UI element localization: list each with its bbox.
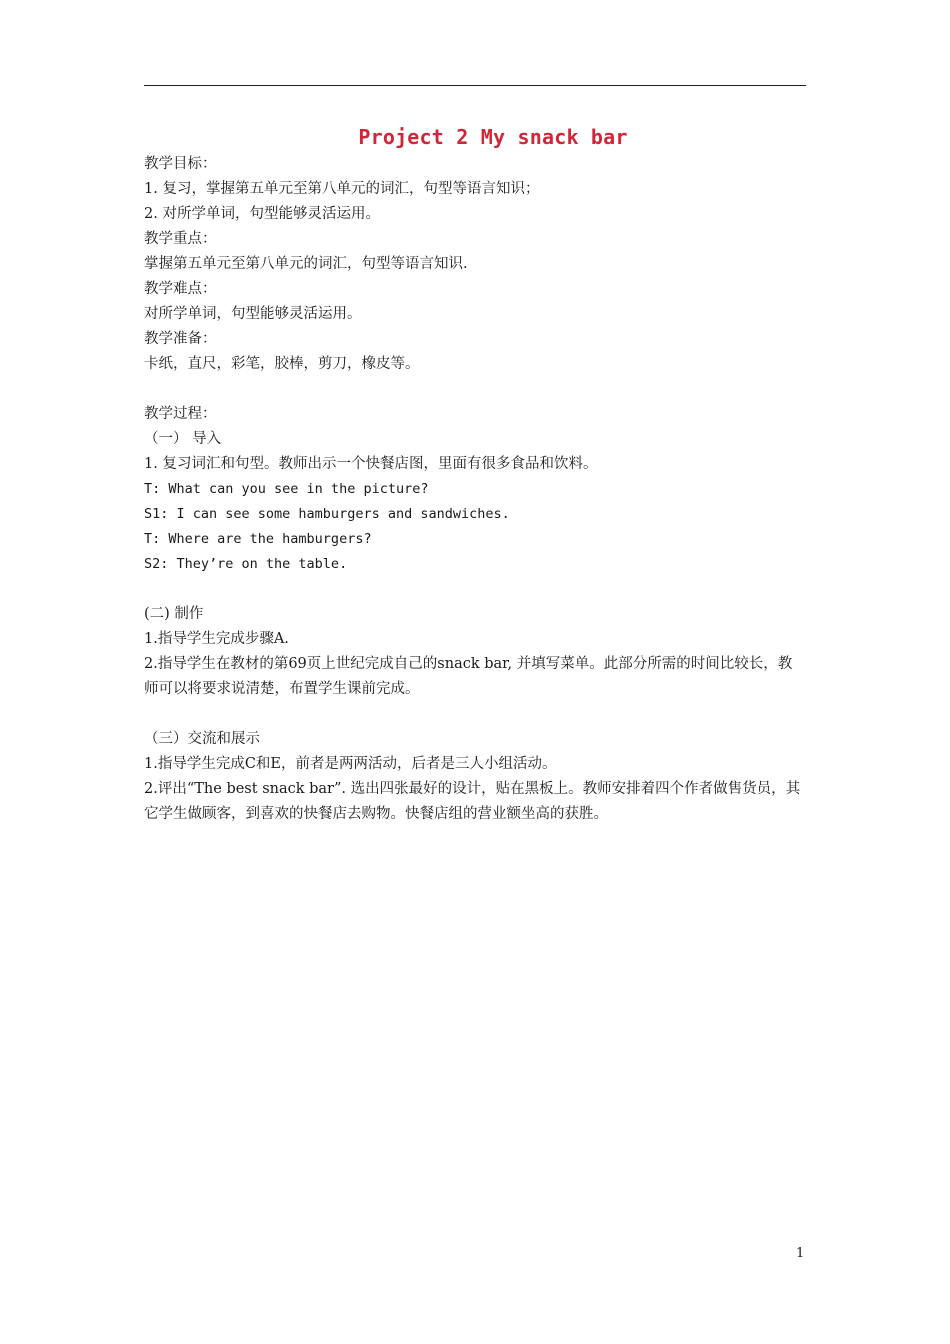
section1-step1: 1. 复习词汇和句型。教师出示一个快餐店图，里面有很多食品和饮料。 [144, 456, 598, 472]
section2-heading: (二) 制作 [144, 606, 204, 622]
difficulties-heading: 教学难点： [144, 281, 217, 297]
document-body [144, 122, 806, 827]
key-points-text: 掌握第五单元至第八单元的词汇，句型等语言知识. [144, 256, 468, 272]
spacer [144, 577, 806, 602]
process-heading: 教学过程： [144, 406, 217, 422]
dialogue-line: S2: They’re on the table. [144, 556, 348, 572]
section2-step2: 2.指导学生在教材的第69页上世纪完成自己的snack bar, 并填写菜单。此部分所需的时间比较长，教师可以将要求说清楚，布置学生课前完成。 [144, 656, 793, 697]
key-points-heading: 教学重点： [144, 231, 217, 247]
preparation-heading: 教学准备： [144, 331, 217, 347]
section3-step2: 2.评出“The best snack bar”. 选出四张最好的设计，贴在黑板上。教师安排着四个作者做售货员，其它学生做顾客，到喜欢的快餐店去购物。快餐店组的营业额坐高的获胜。 [144, 781, 801, 822]
section3-step1: 1.指导学生完成C和E，前者是两两活动，后者是三人小组活动。 [144, 756, 557, 772]
preparation-text: 卡纸，直尺，彩笔，胶棒，剪刀，橡皮等。 [144, 356, 420, 372]
spacer [144, 702, 806, 727]
dialogue-line: T: What can you see in the picture? [144, 481, 429, 497]
dialogue-line: T: Where are the hamburgers? [144, 531, 372, 547]
page-number: 1 [796, 1246, 805, 1261]
spacer [144, 377, 806, 402]
difficulties-text: 对所学单词，句型能够灵活运用。 [144, 306, 362, 322]
section1-heading: （一） 导入 [144, 431, 222, 447]
header-rule [144, 85, 806, 86]
goal-item: 2. 对所学单词，句型能够灵活运用。 [144, 206, 380, 222]
section2-step1: 1.指导学生完成步骤A. [144, 631, 289, 647]
goal-item: 1. 复习，掌握第五单元至第八单元的词汇，句型等语言知识； [144, 181, 540, 197]
goals-heading: 教学目标： [144, 156, 217, 172]
section3-heading: （三）交流和展示 [144, 731, 260, 747]
document-title: Project 2 My snack bar [358, 125, 628, 149]
dialogue-line: S1: I can see some hamburgers and sandwiches. [144, 506, 510, 522]
